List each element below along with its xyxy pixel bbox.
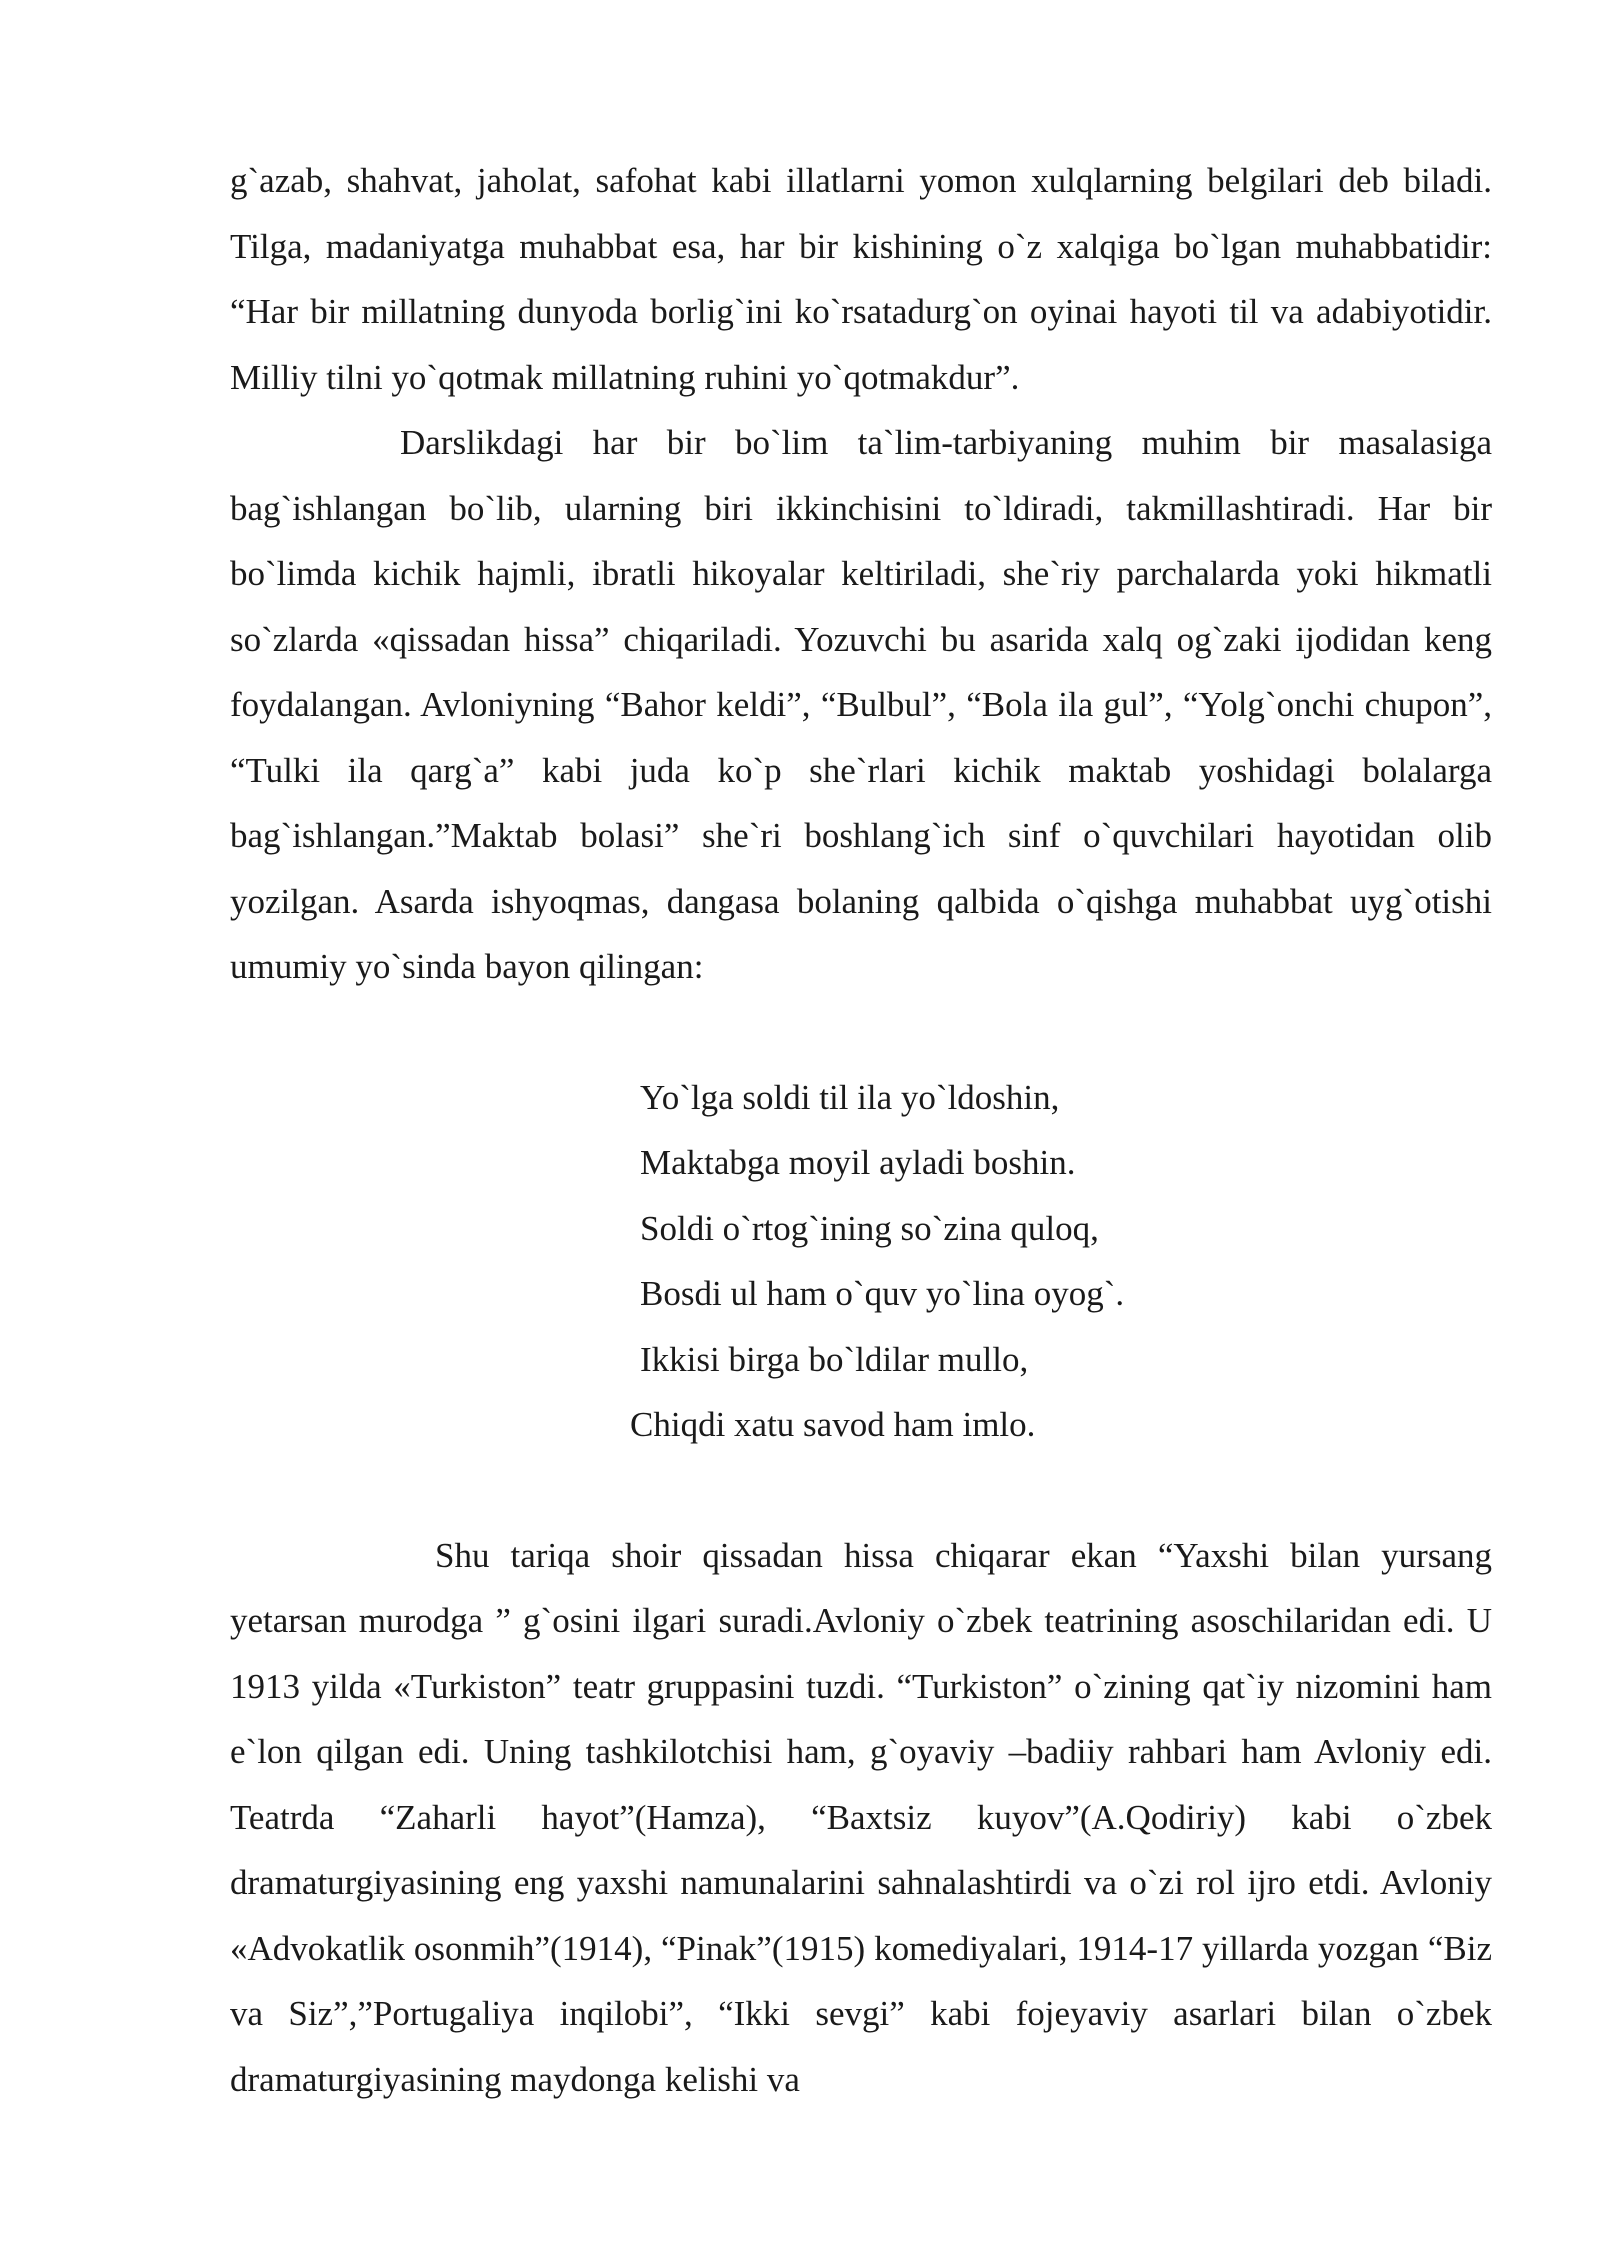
poem-line: Maktabga moyil ayladi boshin. [640,1143,1076,1182]
document-page [230,148,1492,2112]
poem-line: Chiqdi xatu savod ham imlo. [630,1405,1036,1444]
poem-line: Yo`lga soldi til ila yo`ldoshin, [640,1077,1060,1117]
paragraph-theatre: Shu tariqa shoir qissadan hissa chiqarar ekan “Yaxshi bilan yursang yetarsan murodga ” g`osini ilgari suradi.Avloniy o`zbek teatrining asoschilaridan edi. U 1913 yilda «Turkiston” teatr gruppasini tuzdi. “Turkiston” o`zining qat`iy nizomini ham e`lon qilgan edi. Uning tashkilotchisi ham, g`oyaviy –badiiy rahbari ham Avloniy edi. Teatrda “Zaharli hayot”(Hamza), “Baxtsiz kuyov”(A.Qodiriy) kabi o`zbek dramaturgiyasining eng yaxshi namunalarini sahnalashtirdi va o`zi rol ijro etdi. Avloniy «Advokatlik osonmih”(1914), “Pinak”(1915) komediyalari, 1914-17 yillarda yozgan “Biz va Siz”,”Portugaliya inqilobi”, “Ikki sevgi” kabi fojeyaviy asarlari bilan o`zbek dramaturgiyasining maydonga kelishi va [230,1535,1492,2099]
paragraph-intro: g`azab, shahvat, jaholat, safohat kabi illatlarni yomon xulqlarning belgilari deb biladi. Tilga, madaniyatga muhabbat esa, har bir kishining o`z xalqiga bo`lgan muhabbatidir: “Har bir millatning dunyoda borlig`ini ko`rsatadurg`on oyinai hayoti til va adabiyotidir. Milliy tilni yo`qotmak millatning ruhini yo`qotmakdur”. [230,161,1492,397]
paragraph-textbook: Darslikdagi har bir bo`lim ta`lim-tarbiyaning muhim bir masalasiga bag`ishlangan bo`lib, ularning biri ikkinchisini to`ldiradi, takmillashtiradi. Har bir bo`limda kichik hajmli, ibratli hikoyalar keltiriladi, she`riy parchalarda yoki hikmatli so`zlarda «qissadan hissa” chiqariladi. Yozuvchi bu asarida xalq og`zaki ijodidan keng foydalangan. Avloniyning “Bahor keldi”, “Bulbul”, “Bola ila gul”, “Yolg`onchi chupon”, “Tulki ila qarg`a” kabi juda ko`p she`rlari kichik maktab yoshidagi bolalarga bag`ishlangan.”Maktab bolasi” she`ri boshlang`ich sinf o`quvchilari hayotidan olib yozilgan. Asarda ishyoqmas, dangasa bolaning qalbida o`qishga muhabbat uyg`otishi umumiy yo`sinda bayon qilingan: [230,423,1492,986]
poem-excerpt [630,1065,1492,1458]
poem-line: Soldi o`rtog`ining so`zina quloq, [640,1208,1099,1248]
poem-line: Bosdi ul ham o`quv yo`lina oyog`. [640,1274,1125,1313]
poem-line: Ikkisi birga bo`ldilar mullo, [640,1339,1029,1379]
